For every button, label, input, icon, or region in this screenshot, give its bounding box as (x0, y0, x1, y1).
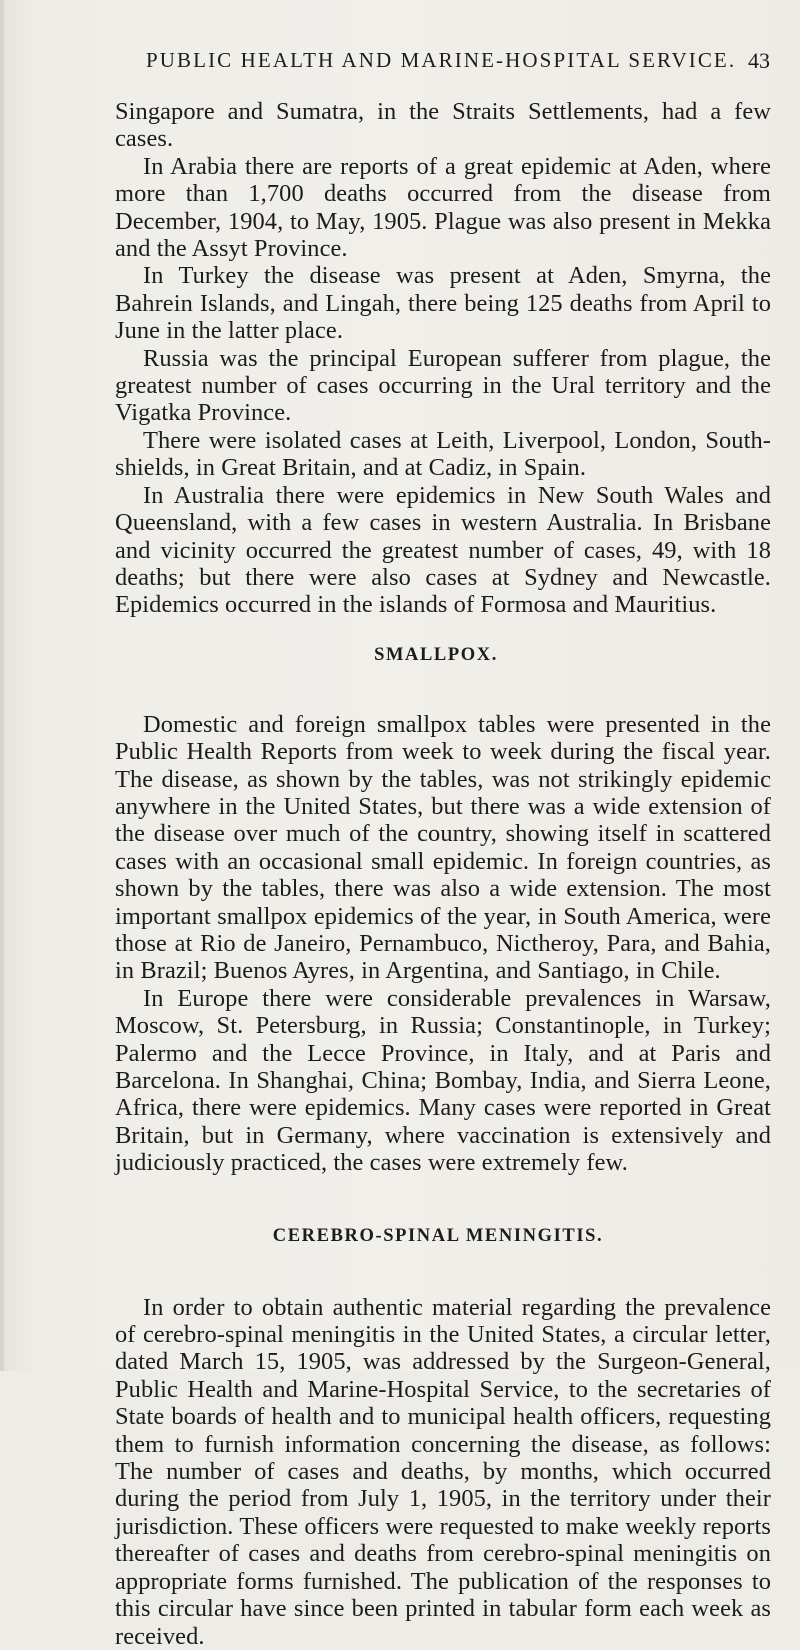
running-head: PUBLIC HEALTH AND MARINE-HOSPITAL SERVICE. (146, 48, 737, 72)
paragraph-plague-australia: In Australia there were epidemics in New South Wales and Queensland, with a few cases in western Australia. In Brisbane and vicinity occurred the greatest number of cases, 49, with 18 deaths; but there were also cases at Sydney and Newcastle. Epidemics occurred in the islands of Formosa and Mauritius. (115, 481, 771, 619)
paragraph-plague-arabia: In Arabia there are reports of a great epidemic at Aden, where more than 1,700 deaths occurred from the disease from December, 1904, to May, 1905. Plague was also present in Mekka and the Assyt Province. (115, 152, 771, 263)
page-number: 43 (748, 48, 770, 73)
page-header (146, 48, 770, 78)
paragraph-plague-singapore: Singapore and Sumatra, in the Straits Settlements, had a few cases. (115, 98, 771, 153)
paragraph-plague-turkey: In Turkey the disease was present at Aden, Smyrna, the Bahrein Islands, and Lingah, there being 125 deaths from April to June in the latter place. (115, 262, 771, 345)
paragraph-smallpox-europe: In Europe there were considerable prevalences in Warsaw, Moscow, St. Petersburg, in Russia; Constantinople, in Turkey; Palermo and the Lecce Province, in Italy, and at Paris and Barcelona. In Shanghai, China; Bombay, India, and Sierra Leone, Africa, there were epidemics. Many cases were reported in Great Britain, but in Germany, where vaccination is extensively and judiciously practiced, the cases were extremely few. (115, 984, 771, 1177)
paragraph-smallpox-domestic: Domestic and foreign smallpox tables were presented in the Public Health Reports from week to week during the fiscal year. The disease, as shown by the tables, was not strikingly epidemic anywhere in the United States, but there was a wide extension of the disease over much of the country, showing itself in scattered cases with an occasional small epidemic. In foreign countries, as shown by the tables, there was also a wide extension. The most important smallpox epidemics of the year, in South America, were those at Rio de Janeiro, Pernambuco, Nictheroy, Para, and Bahia, in Brazil; Buenos Ayres, in Argentina, and Santiago, in Chile. (115, 710, 771, 985)
paragraph-plague-russia: Russia was the principal European sufferer from plague, the greatest number of cases occurring in the Ural territory and the Vigatka Province. (115, 344, 771, 427)
page-edge-shadow (0, 0, 4, 1371)
section-heading-cerebro-spinal-meningitis: CEREBRO-SPINAL MENINGITIS. (272, 1225, 604, 1246)
paragraph-csm-circular: In order to obtain authentic material regarding the prevalence of cerebro-spinal meningitis in the United States, a circular letter, dated March 15, 1905, was addressed by the Surgeon-General, Public Health and Marine-Hospital Service, to the secretaries of State boards of health and to municipal health officers, requesting them to furnish information concerning the disease, as follows: The number of cases and deaths, by months, which occurred during the period from July 1, 1905, in the territory under their jurisdiction. These officers were requested to make weekly reports thereafter of cases and deaths from cerebro-spinal meningitis on appropriate forms furnished. The publication of the responses to this circular have since been printed in tabular form each week as received. (115, 1293, 771, 1650)
body-text (115, 98, 771, 1650)
paragraph-plague-britain: There were isolated cases at Leith, Liverpool, London, South-shields, in Great Britain, and at Cadiz, in Spain. (115, 426, 771, 482)
section-heading-smallpox: SMALLPOX. (374, 644, 498, 665)
